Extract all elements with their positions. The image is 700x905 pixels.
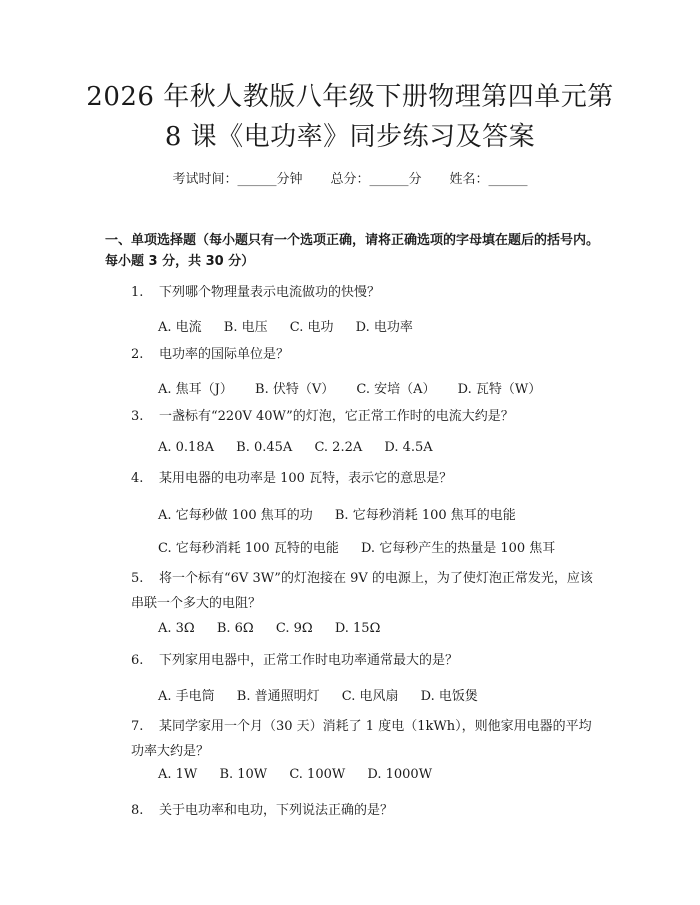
question-number: 1. [131, 285, 144, 300]
option-b: B. 6Ω [216, 621, 254, 636]
question-number: 4. [131, 471, 144, 486]
option-b: B. 伏特（V） [255, 382, 335, 397]
section-heading: 一、单项选择题（每小题只有一个选项正确，请将正确选项的字母填在题后的括号内。每小题 3 分，共 30 分） [105, 233, 600, 269]
question-text: 某用电器的电功率是 100 瓦特，表示它的意思是？ [159, 471, 453, 486]
option-a: A. 电流 [158, 320, 202, 335]
option-c: C. 9Ω [275, 621, 313, 636]
question-number: 5. [131, 571, 144, 586]
option-d: D. 电饭煲 [420, 689, 478, 704]
option-b: B. 它每秒消耗 100 焦耳的电能 [334, 508, 516, 523]
document-title-line-1: 2026 年秋人教版八年级下册物理第四单元第 [86, 82, 614, 112]
question-1 [131, 281, 601, 304]
option-a: A. 手电筒 [158, 689, 215, 704]
exam-info-row [0, 168, 700, 187]
option-c: C. 它每秒消耗 100 瓦特的电能 [158, 541, 339, 556]
option-d: D. 1000W [367, 767, 433, 782]
question-7 [131, 714, 601, 764]
option-c: C. 100W [289, 767, 346, 782]
question-number: 2. [131, 347, 144, 362]
question-6-options [158, 685, 496, 704]
question-number: 7. [131, 719, 144, 734]
question-5-options [158, 621, 398, 636]
option-b: B. 普通照明灯 [236, 689, 320, 704]
document-title-line-2: 8 课《电功率》同步练习及答案 [164, 122, 536, 152]
option-d: D. 4.5A [384, 440, 433, 455]
option-c: C. 电功 [289, 320, 334, 335]
question-4-options-row-1 [158, 504, 534, 523]
question-text: 下列哪个物理量表示电流做功的快慢？ [159, 285, 381, 300]
question-number: 3. [131, 409, 144, 424]
student-name-field: 姓名：______ [449, 172, 528, 187]
option-d: D. 电功率 [355, 320, 413, 335]
question-text: 某同学家用一个月（30 天）消耗了 1 度电（1kWh），则他家用电器的平均功率大约是？ [131, 719, 592, 759]
question-text: 关于电功率和电功，下列说法正确的是？ [159, 803, 394, 818]
question-3-options [158, 440, 451, 455]
question-text: 电功率的国际单位是？ [159, 347, 290, 362]
option-a: A. 焦耳（J） [158, 382, 233, 397]
question-4-options-row-2 [158, 537, 573, 556]
question-6 [131, 649, 601, 672]
question-text: 一盏标有“220V 40W”的灯泡，它正常工作时的电流大约是？ [159, 409, 514, 424]
question-7-options [158, 767, 450, 782]
question-5 [131, 566, 601, 616]
option-a: A. 它每秒做 100 焦耳的功 [158, 508, 313, 523]
question-2-options [158, 378, 559, 397]
option-d: D. 15Ω [334, 621, 381, 636]
question-1-options [158, 316, 431, 335]
question-4 [131, 467, 601, 490]
question-text: 下列家用电器中，正常工作时电功率通常最大的是？ [159, 653, 459, 668]
option-a: A. 0.18A [158, 440, 214, 455]
question-text: 将一个标有“6V 3W”的灯泡接在 9V 的电源上，为了使灯泡正常发光，应该串联一个多大的电阻？ [131, 571, 593, 611]
question-number: 8. [131, 803, 144, 818]
option-b: B. 0.45A [236, 440, 293, 455]
question-8 [131, 799, 601, 822]
option-c: C. 2.2A [314, 440, 363, 455]
option-c: C. 电风扇 [341, 689, 399, 704]
option-d: D. 瓦特（W） [457, 382, 542, 397]
option-a: A. 1W [158, 767, 198, 782]
question-number: 6. [131, 653, 144, 668]
option-a: A. 3Ω [158, 621, 195, 636]
option-c: C. 安培（A） [356, 382, 436, 397]
option-b: B. 10W [219, 767, 268, 782]
total-score-field: 总分：______分 [330, 172, 422, 187]
exam-time-field: 考试时间：______分钟 [172, 172, 303, 187]
question-2 [131, 343, 601, 366]
option-d: D. 它每秒产生的热量是 100 焦耳 [360, 541, 556, 556]
question-3 [131, 405, 601, 428]
option-b: B. 电压 [223, 320, 268, 335]
